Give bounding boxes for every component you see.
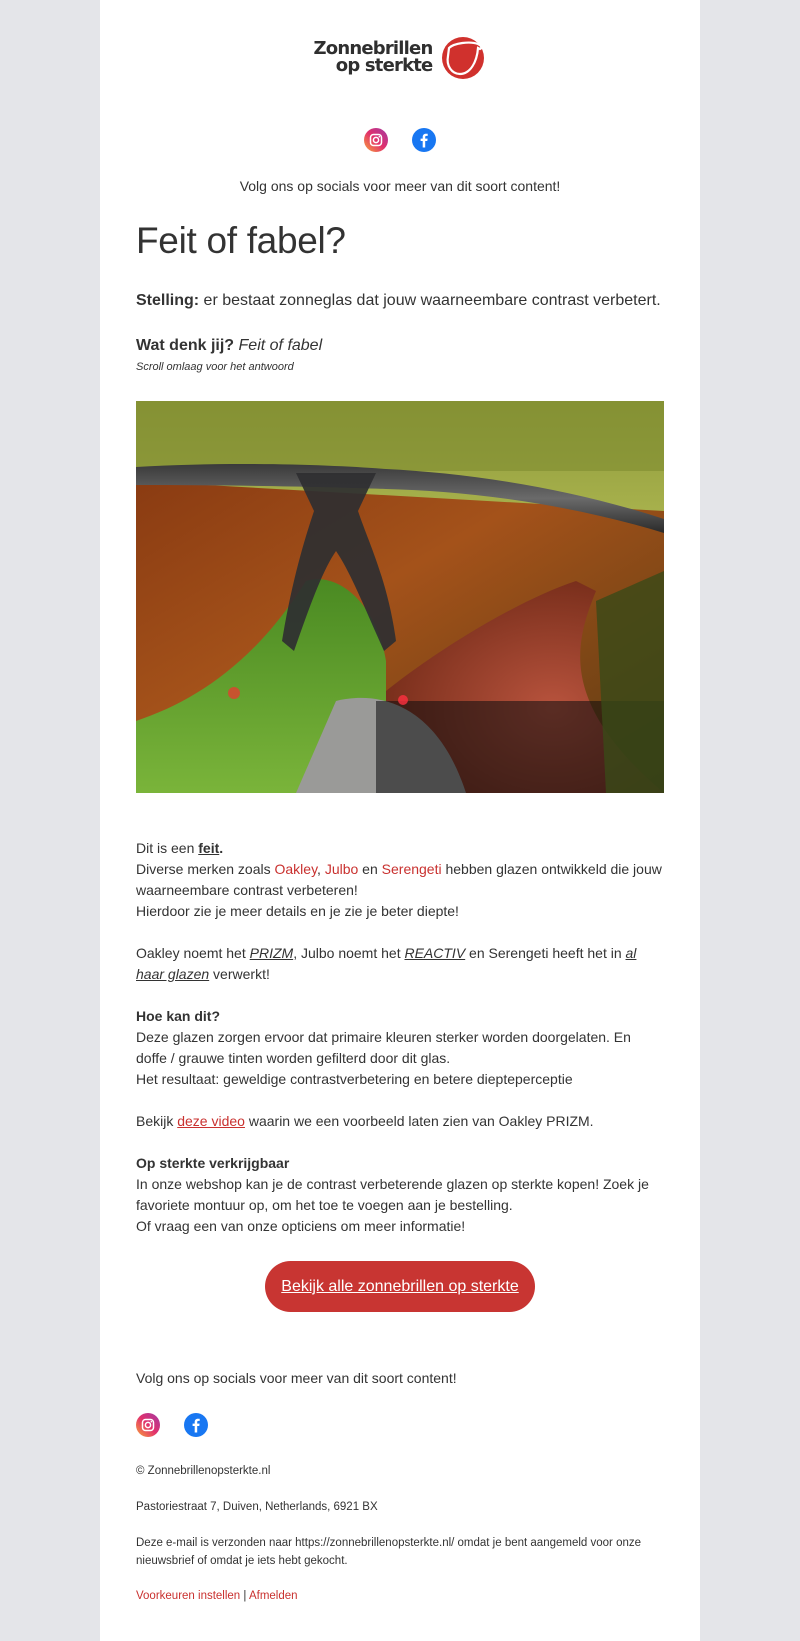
availability-heading: Op sterkte verkrijgbaar — [136, 1155, 290, 1171]
detail-text: Hierdoor zie je meer details en je zie je beter diepte! — [136, 903, 459, 919]
header-logo-wrap — [100, 34, 700, 80]
unsubscribe-link[interactable]: Afmelden — [248, 1590, 298, 1602]
answer-section — [136, 838, 664, 922]
question-options: Feit of fabel — [238, 337, 323, 354]
how-result: Het resultaat: geweldige contrastverbetering en betere diepteperceptie — [136, 1071, 573, 1087]
facebook-link-bottom[interactable] — [184, 1413, 208, 1437]
julbo-link[interactable]: Julbo — [324, 861, 359, 877]
oakley-link[interactable]: Oakley — [274, 861, 318, 877]
instagram-link-bottom[interactable] — [136, 1413, 160, 1437]
footer-separator: | — [240, 1590, 249, 1602]
sunglasses-logo-icon — [440, 34, 486, 80]
video-link[interactable]: deze video — [177, 1113, 245, 1129]
statement-label: Stelling: — [136, 292, 200, 309]
instagram-link-top[interactable] — [364, 128, 388, 152]
email-body — [100, 0, 700, 1641]
how-section — [136, 1006, 664, 1090]
facebook-icon — [412, 128, 436, 152]
prizm-term: PRIZM — [249, 945, 294, 961]
question — [136, 337, 322, 355]
statement — [136, 292, 661, 310]
footer-address: Pastoriestraat 7, Duiven, Netherlands, 6921 BX — [136, 1501, 378, 1513]
social-links-bottom — [136, 1413, 208, 1437]
preferences-link[interactable]: Voorkeuren instellen — [136, 1590, 241, 1602]
verdict-word: feit — [198, 840, 220, 856]
instagram-icon — [136, 1413, 160, 1437]
logo-wordmark — [314, 40, 433, 74]
footer-copyright: © Zonnebrillenopsterkte.nl — [136, 1465, 271, 1477]
follow-socials-footer-text: Volg ons op socials voor meer van dit soort content! — [136, 1370, 457, 1386]
footer-notice: Deze e-mail is verzonden naar https://zonnebrillenopsterkte.nl/ omdat je bent aangemeld voor onze nieuwsbrief of omdat je iets hebt gekocht. — [136, 1537, 642, 1567]
page-title: Feit of fabel? — [136, 220, 346, 261]
logo-line-2: op sterkte — [335, 55, 433, 76]
all-lenses-term: al haar glazen — [136, 945, 637, 982]
facebook-icon — [184, 1413, 208, 1437]
facebook-link-top[interactable] — [412, 128, 436, 152]
how-explanation: Deze glazen zorgen ervoor dat primaire kleuren sterker worden doorgelaten. En doffe / grauwe tinten worden gefilterd door dit glas. — [136, 1029, 631, 1066]
scroll-hint: Scroll omlaag voor het antwoord — [136, 361, 294, 373]
question-label: Wat denk jij? — [136, 337, 235, 354]
instagram-icon — [364, 128, 388, 152]
availability-contact: Of vraag een van onze opticiens om meer informatie! — [136, 1218, 466, 1234]
answer-verdict: Dit is een feit. — [136, 840, 224, 856]
video-section: Bekijk deze video waarin we een voorbeeld laten zien van Oakley PRIZM. — [136, 1113, 594, 1129]
brand-logo[interactable] — [314, 34, 487, 80]
cta-wrap — [100, 1261, 700, 1312]
statement-text: er bestaat zonneglas dat jouw waarneembare contrast verbetert. — [199, 292, 661, 309]
social-links-top — [100, 128, 700, 152]
technology-section: Oakley noemt het PRIZM, Julbo noemt het REACTIV en Serengeti heeft het in al haar glazen verwerkt! — [136, 945, 637, 982]
sunglasses-forest-path-photo — [136, 401, 664, 793]
view-all-sunglasses-button[interactable]: Bekijk alle zonnebrillen op sterkte — [265, 1261, 535, 1312]
how-heading: Hoe kan dit? — [136, 1008, 221, 1024]
footer-links — [136, 1587, 664, 1605]
logo-line-1: Zonnebrillen — [313, 38, 433, 59]
follow-socials-text: Volg ons op socials voor meer van dit soort content! — [239, 178, 561, 194]
reactiv-term: REACTIV — [404, 945, 466, 961]
hero-image — [136, 401, 664, 793]
availability-section — [136, 1153, 664, 1237]
availability-text: In onze webshop kan je de contrast verbeterende glazen op sterkte kopen! Zoek je favoriete montuur op, om het toe te voegen aan je bestelling. — [136, 1176, 649, 1213]
serengeti-link[interactable]: Serengeti — [381, 861, 442, 877]
brands-text: Diverse merken zoals Oakley, Julbo en Serengeti hebben glazen ontwikkeld die jouw waarneembare contrast verbeteren! — [136, 861, 662, 898]
